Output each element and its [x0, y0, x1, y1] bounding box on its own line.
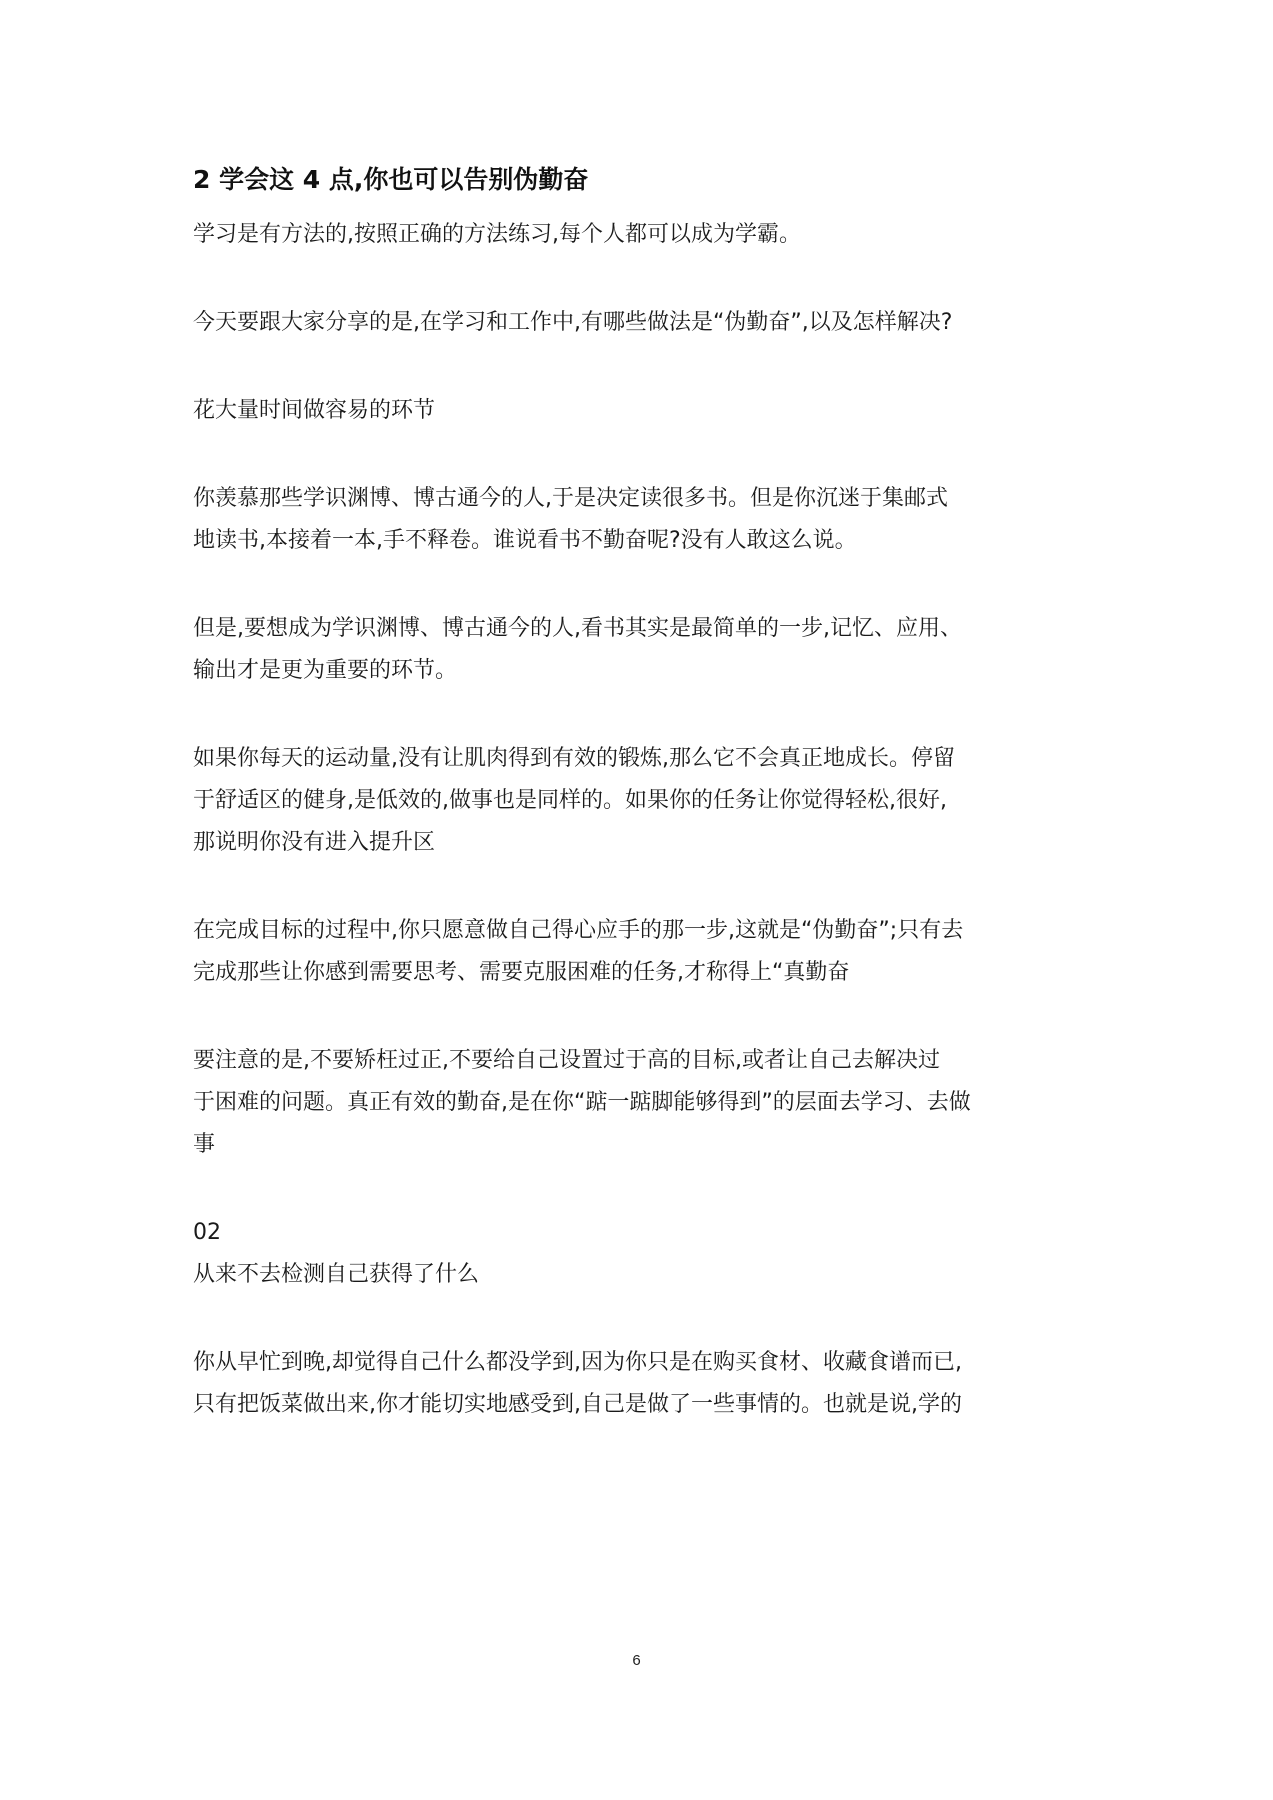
- paragraph-output: [193, 608, 1085, 692]
- text-line: 今天要跟大家分享的是,在学习和工作中,有哪些做法是“伪勤奋”,以及怎样解决?: [193, 310, 953, 335]
- text-line: 于舒适区的健身,是低效的,做事也是同样的。如果你的任务让你觉得轻松,很好,: [193, 788, 947, 813]
- text-line: 只有把饭菜做出来,你才能切实地感受到,自己是做了一些事情的。也就是说,学的: [193, 1392, 962, 1417]
- text-line: 在完成目标的过程中,你只愿意做自己得心应手的那一步,这就是“伪勤奋”;只有去: [193, 918, 964, 943]
- paragraph-caution: [193, 1040, 1085, 1166]
- text-line: 输出才是更为重要的环节。: [193, 658, 458, 683]
- page-number: 6: [632, 1652, 641, 1669]
- text-line: 地读书,本接着一本,手不释卷。谁说看书不勤奋呢?没有人敢这么说。: [193, 528, 857, 553]
- text-line: 你从早忙到晚,却觉得自己什么都没学到,因为你只是在购买食材、收藏食谱而已,: [193, 1350, 962, 1375]
- section-heading: 2 学会这 4 点,你也可以告别伪勤奋: [193, 165, 589, 194]
- paragraph-topic: [193, 302, 1085, 344]
- text-line: 学习是有方法的,按照正确的方法练习,每个人都可以成为学霸。: [193, 222, 801, 247]
- text-line: 你羡慕那些学识渊博、博古通今的人,于是决定读很多书。但是你沉迷于集邮式: [193, 486, 948, 511]
- paragraph-fake-diligence: [193, 910, 1085, 994]
- paragraph-exercise: [193, 738, 1085, 864]
- text-line: 但是,要想成为学识渊博、博古通今的人,看书其实是最简单的一步,记忆、应用、: [193, 616, 962, 641]
- text-line: 于困难的问题。真正有效的勤奋,是在你“踮一踮脚能够得到”的层面去学习、去做: [193, 1090, 971, 1115]
- text-line: 如果你每天的运动量,没有让肌肉得到有效的锻炼,那么它不会真正地成长。停留: [193, 746, 955, 771]
- text-line: 事: [193, 1132, 216, 1157]
- paragraph-cooking: [193, 1342, 1085, 1426]
- page-content: [193, 160, 1085, 1426]
- paragraph-reading: [193, 478, 1085, 562]
- paragraph-intro: [193, 214, 1085, 256]
- text-line: 要注意的是,不要矫枉过正,不要给自己设置过于高的目标,或者让自己去解决过: [193, 1048, 940, 1073]
- section-title: 从来不去检测自己获得了什么: [193, 1262, 480, 1287]
- text-line: 花大量时间做容易的环节: [193, 398, 436, 423]
- text-line: 完成那些让你感到需要思考、需要克服困难的任务,才称得上“真勤奋: [193, 960, 850, 985]
- subheading-easy-steps: [193, 390, 1085, 432]
- text-line: 那说明你没有进入提升区: [193, 830, 436, 855]
- section-number: 02: [193, 1220, 221, 1245]
